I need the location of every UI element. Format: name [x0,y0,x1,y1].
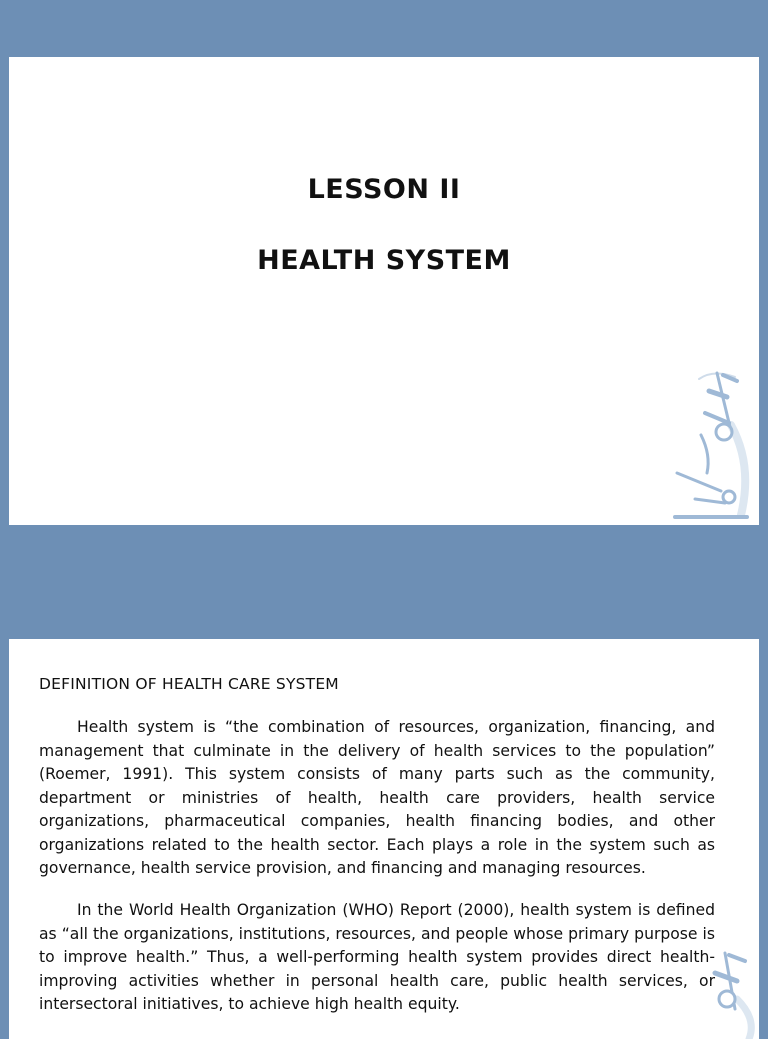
definition-page [9,639,759,1039]
microscope-icon [685,939,759,1039]
paragraph: Health system is “the combination of resources, organization, financing, and management that culminate in the delivery of health services to the population” (Roemer, 1991). This system consists of many parts such as the community, department or ministries of health, health care providers, health service organizations, pharmaceutical companies, health financing bodies, and other organizations related to the health sector. Each plays a role in the system such as governance, health service provision, and financing and managing resources. [39,718,715,877]
page-title: HEALTH SYSTEM [257,245,511,276]
lesson-label: LESSON II [307,174,461,205]
paragraph: In the World Health Organization (WHO) Report (2000), health system is defined as “all the organizations, institutions, resources, and people whose primary purpose is to improve health.” Thus, a well-performing health system provides direct health-improving activities whether in personal health care, public health services, or intersectoral initiatives, to achieve high health equity. [39,901,715,1013]
section-heading: DEFINITION OF HEALTH CARE SYSTEM [39,675,339,693]
title-slide [9,57,759,525]
microscope-icon [661,365,753,525]
